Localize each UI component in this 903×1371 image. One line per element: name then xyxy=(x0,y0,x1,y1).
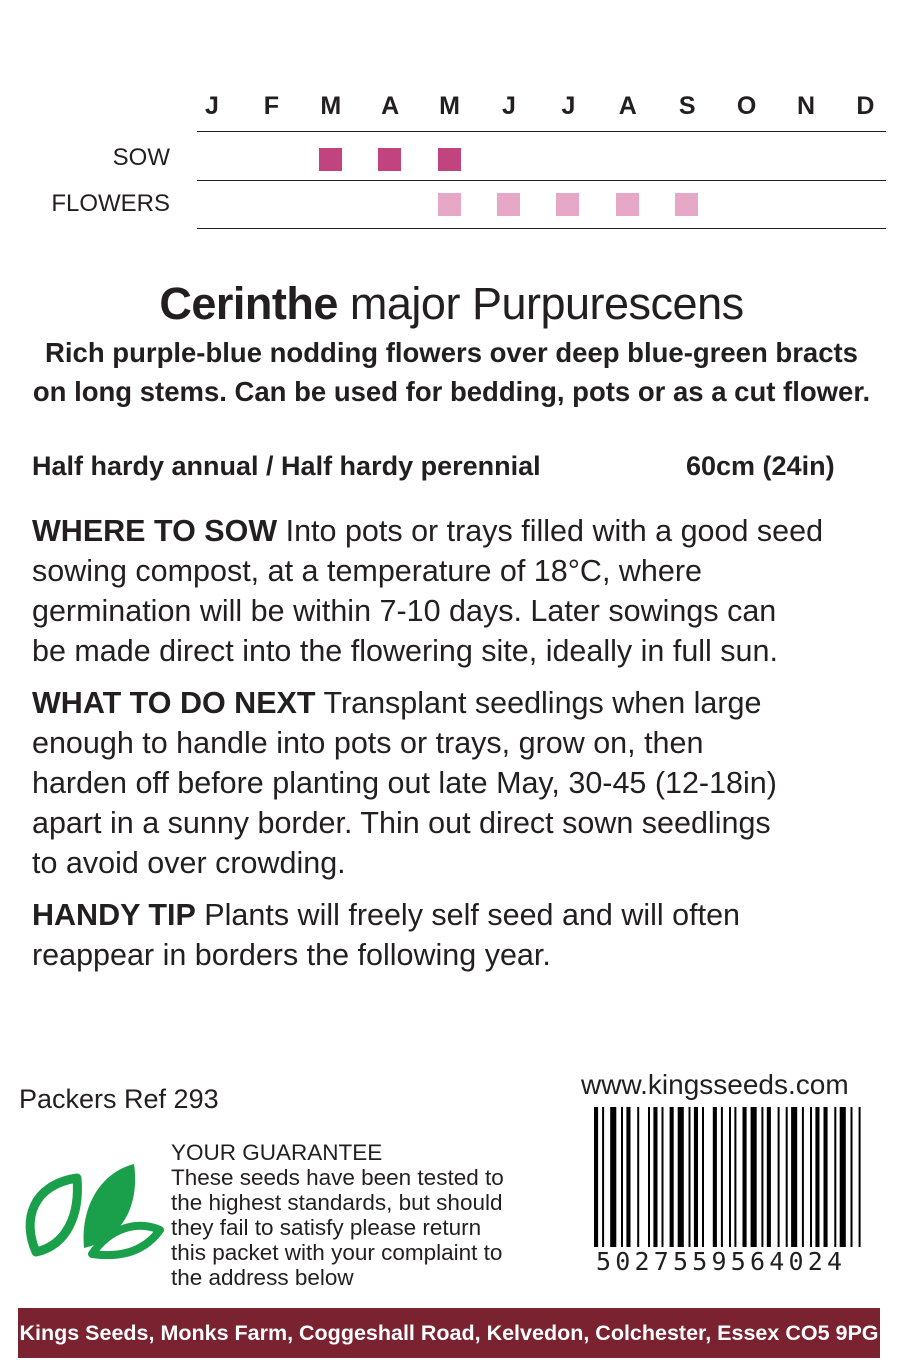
month-label: M xyxy=(439,92,460,120)
flower-month-cell xyxy=(616,193,639,216)
barcode-bar xyxy=(653,1107,657,1247)
plant-description xyxy=(0,333,903,411)
what-to-do-next-text: to avoid over crowding. xyxy=(32,846,346,880)
barcode-bar xyxy=(713,1107,717,1247)
guarantee-text: they fail to satisfy please return xyxy=(171,1215,482,1240)
barcode-bar xyxy=(610,1107,616,1247)
where-to-sow-text: sowing compost, at a temperature of 18°C, where xyxy=(32,554,702,588)
description-line: on long stems. Can be used for bedding, pots or as a cut flower. xyxy=(32,376,871,407)
barcode-bar xyxy=(670,1107,674,1247)
guarantee-block xyxy=(171,1140,504,1290)
barcode-bar xyxy=(721,1107,723,1247)
barcode xyxy=(594,1107,864,1247)
sow-month-cell xyxy=(438,148,461,171)
handy-tip-text: reappear in borders the following year. xyxy=(32,938,551,972)
handy-tip-section xyxy=(32,895,882,975)
what-to-do-next-heading: WHAT TO DO NEXT xyxy=(32,686,316,720)
guarantee-text: this packet with your complaint to xyxy=(171,1240,503,1265)
handy-tip-text: Plants will freely self seed and will often xyxy=(195,898,741,932)
barcode-bar xyxy=(621,1107,623,1247)
month-label: F xyxy=(263,92,280,120)
month-label: J xyxy=(561,92,576,120)
guarantee-text: the highest standards, but should xyxy=(171,1190,503,1215)
barcode-bar xyxy=(694,1107,698,1247)
plant-species: major Purpurescens xyxy=(337,278,744,329)
flower-month-cell xyxy=(675,193,698,216)
leaf-logo-icon xyxy=(22,1160,164,1260)
where-to-sow-section xyxy=(32,511,882,671)
barcode-bar xyxy=(802,1107,804,1247)
barcode-bar xyxy=(834,1107,836,1247)
calendar-divider xyxy=(197,228,886,229)
what-to-do-next-section xyxy=(32,683,882,883)
month-label: M xyxy=(320,92,342,120)
flower-month-cell xyxy=(497,193,520,216)
barcode-bar xyxy=(840,1107,846,1247)
month-label: S xyxy=(678,92,696,120)
barcode-bar xyxy=(648,1107,650,1247)
barcode-number: 5027559564024 xyxy=(596,1247,847,1276)
calendar-divider xyxy=(197,131,886,132)
month-label: O xyxy=(736,92,757,120)
plant-height: 60cm (24in) xyxy=(686,451,835,481)
description-line: Rich purple-blue nodding flowers over deep blue-green bracts xyxy=(45,337,858,368)
flower-month-cell xyxy=(556,193,579,216)
flower-month-cell xyxy=(438,193,461,216)
month-label: A xyxy=(618,92,637,120)
sow-month-cell xyxy=(378,148,401,171)
barcode-bar xyxy=(815,1107,819,1247)
calendar-divider xyxy=(197,180,886,181)
barcode-bar xyxy=(824,1107,828,1247)
month-label: N xyxy=(796,92,816,120)
guarantee-text: the address below xyxy=(171,1265,354,1290)
barcode-bar xyxy=(761,1107,763,1247)
barcode-bar xyxy=(702,1107,704,1247)
website-link[interactable]: www.kingsseeds.com xyxy=(581,1069,849,1100)
sow-row-label: SOW xyxy=(112,144,170,171)
where-to-sow-text: be made direct into the flowering site, ideally in full sun. xyxy=(32,634,778,668)
month-label: J xyxy=(205,92,219,120)
packers-ref: Packers Ref 293 xyxy=(19,1084,219,1114)
barcode-bar xyxy=(734,1107,736,1247)
sow-month-cell xyxy=(319,148,342,171)
plant-type: Half hardy annual / Half hardy perennial xyxy=(32,451,541,481)
what-to-do-next-text: enough to handle into pots or trays, grow on, then xyxy=(32,726,704,760)
month-label: J xyxy=(502,92,516,120)
barcode-bar xyxy=(786,1107,788,1247)
barcode-bar xyxy=(751,1107,757,1247)
where-to-sow-heading: WHERE TO SOW xyxy=(32,514,278,548)
barcode-bar xyxy=(851,1107,853,1247)
barcode-bar xyxy=(594,1107,598,1247)
handy-tip-heading: HANDY TIP xyxy=(32,898,196,932)
where-to-sow-text: Into pots or trays filled with a good seed xyxy=(277,514,824,548)
what-to-do-next-text: Transplant seedlings when large xyxy=(315,686,762,720)
plant-genus: Cerinthe xyxy=(159,278,338,329)
barcode-bar xyxy=(729,1107,731,1247)
flowers-row-label: FLOWERS xyxy=(51,190,170,217)
barcode-bar xyxy=(743,1107,747,1247)
barcode-bar xyxy=(602,1107,604,1247)
guarantee-text: These seeds have been tested to xyxy=(171,1165,504,1190)
where-to-sow-text: germination will be within 7-10 days. Later sowings can xyxy=(32,594,777,628)
barcode-bar xyxy=(767,1107,771,1247)
barcode-bar xyxy=(791,1107,797,1247)
footer-address: Kings Seeds, Monks Farm, Coggeshall Road, Kelvedon, Colchester, Essex CO5 9PG xyxy=(18,1308,880,1358)
what-to-do-next-text: harden off before planting out late May, 30-45 (12-18in) xyxy=(32,766,777,800)
barcode-bar xyxy=(637,1107,639,1247)
month-label: A xyxy=(381,92,400,120)
barcode-bar xyxy=(678,1107,684,1247)
plant-title xyxy=(0,278,903,330)
barcode-bar xyxy=(810,1107,812,1247)
barcode-bar xyxy=(689,1107,691,1247)
what-to-do-next-text: apart in a sunny border. Thin out direct sown seedlings xyxy=(32,806,771,840)
barcode-bar xyxy=(626,1107,630,1247)
barcode-bar xyxy=(662,1107,664,1247)
month-label: D xyxy=(856,92,875,120)
barcode-bar xyxy=(859,1107,861,1247)
barcode-bar xyxy=(778,1107,780,1247)
guarantee-heading: YOUR GUARANTEE xyxy=(171,1140,383,1165)
